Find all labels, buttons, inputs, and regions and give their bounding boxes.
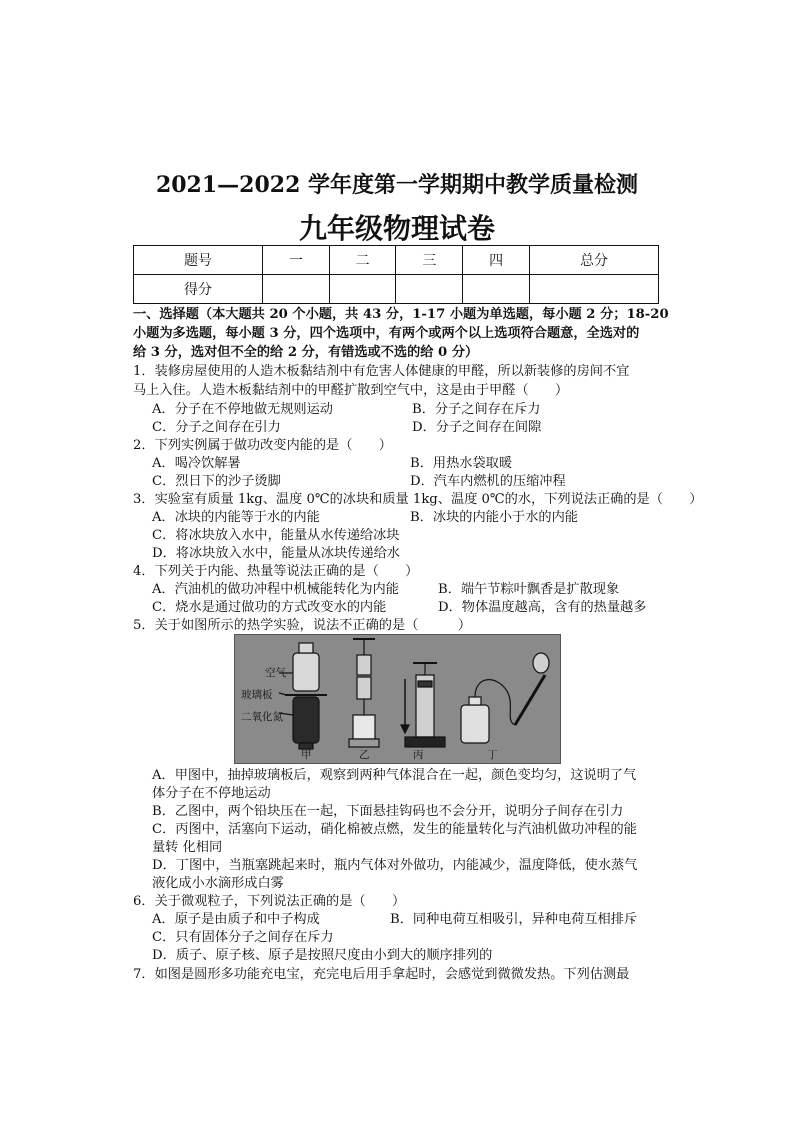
question-stem: 2．下列实例属于做功改变内能的是（ ）	[133, 438, 392, 453]
option-b: B．端午节粽叶飘香是扩散现象	[438, 582, 620, 597]
option-d: D．分子之间存在间隙	[412, 420, 542, 435]
question-stem: 4．下列关于内能、热量等说法正确的是（ ）	[133, 564, 419, 579]
option-c-cont: 量转 化相同	[152, 840, 223, 855]
score-table	[133, 245, 659, 304]
score-cell[interactable]	[263, 275, 330, 304]
option-a: A．汽油机的做功冲程中机械能转化为内能	[152, 582, 399, 597]
score-cell: 三	[396, 246, 463, 275]
score-cell: 题号	[134, 246, 263, 275]
score-cell[interactable]	[529, 275, 658, 304]
section-intro-line: 小题为多选题，每小题 3 分，四个选项中，有两个或两个以上选项符合题意，全选对的	[133, 326, 640, 341]
score-cell[interactable]	[329, 275, 396, 304]
option-b: B．冰块的内能小于水的内能	[410, 510, 578, 525]
caption-yi: 乙	[359, 749, 370, 761]
option-b: B．乙图中，两个铅块压在一起，下面悬挂钩码也不会分开，说明分子间存在引力	[152, 804, 624, 819]
piston-cylinder-bing	[401, 663, 445, 747]
caption-jia: 甲	[301, 749, 312, 761]
option-a: A．冰块的内能等于水的内能	[152, 510, 320, 525]
section-intro-line: 给 3 分，选对但不全的给 2 分，有错选或不选的给 0 分）	[133, 345, 479, 360]
score-cell: 二	[329, 246, 396, 275]
question-stem: 7．如图是圆形多功能充电宝，充完电后用手拿起时，会感觉到微微发热。下列估测最	[133, 967, 630, 982]
score-cell: 四	[463, 246, 530, 275]
score-cell[interactable]	[463, 275, 530, 304]
score-table-score-row	[134, 275, 659, 304]
option-b: B．用热水袋取暖	[410, 456, 513, 471]
option-d: D．质子、原子核、原子是按照尺度由小到大的顺序排列的	[152, 948, 493, 963]
question-stem: 马上入住。人造木板黏结剂中的甲醛扩散到空气中，这是由于甲醛（ ）	[133, 383, 569, 398]
option-c: C．丙图中，活塞向下运动，硝化棉被点燃，发生的能量转化与汽油机做功冲程的能	[152, 822, 637, 837]
option-b: B．分子之间存在斥力	[412, 402, 541, 417]
option-d-cont: 液化成小水滴形成白雾	[152, 876, 284, 891]
caption-bing: 丙	[413, 749, 424, 761]
option-a: A．分子在不停地做无规则运动	[152, 402, 333, 417]
option-a: A．甲图中，抽掉玻璃板后，观察到两种气体混合在一起，颜色变均匀，这说明了气	[152, 768, 637, 783]
label-no2: 二氧化氮	[241, 711, 283, 723]
option-c: C．只有固体分子之间存在斥力	[152, 930, 334, 945]
question-stem: 1．装修房屋使用的人造木板黏结剂中有危害人体健康的甲醛，所以新装修的房间不宜	[133, 364, 630, 379]
score-table-header-row	[134, 246, 659, 275]
label-glass-plate: 玻璃板	[241, 689, 273, 701]
option-d: D．汽车内燃机的压缩冲程	[410, 474, 566, 489]
bottle-pump-ding	[461, 653, 549, 743]
score-cell: 总分	[529, 246, 658, 275]
option-c: C．烧水是通过做功的方式改变水的内能	[152, 600, 387, 615]
score-cell: 一	[263, 246, 330, 275]
lead-blocks-yi	[349, 639, 379, 747]
question-stem: 3．实验室有质量 1kg、温度 0℃的冰块和质量 1kg、温度 0℃的水，下列说法正确的是（ ）	[133, 492, 703, 507]
caption-ding: 丁	[487, 749, 498, 761]
option-a-cont: 体分子在不停地运动	[152, 786, 271, 801]
exam-title: 2021—2022 学年度第一学期期中教学质量检测	[155, 172, 639, 198]
option-c: C．分子之间存在引力	[152, 420, 281, 435]
figure-drawing	[235, 635, 560, 763]
question-stem: 5．关于如图所示的热学实验，说法不正确的是（ ）	[133, 618, 472, 633]
option-d: D．将冰块放入水中，能量从冰块传递给水	[152, 546, 400, 561]
option-d: D．丁图中，当瓶塞跳起来时，瓶内气体对外做功，内能减少，温度降低，使水蒸气	[152, 858, 638, 873]
label-air: 空气	[265, 667, 286, 679]
exam-subtitle: 九年级物理试卷	[298, 212, 495, 245]
option-d: D．物体温度越高，含有的热量越多	[438, 600, 647, 615]
score-cell[interactable]	[396, 275, 463, 304]
option-c: C．将冰块放入水中，能量从水传递给冰块	[152, 528, 400, 543]
question-stem: 6．关于微观粒子，下列说法正确的是（ ）	[133, 894, 406, 909]
jar-setup-jia	[279, 643, 327, 749]
score-cell: 得分	[134, 275, 263, 304]
option-b: B．同种电荷互相吸引，异种电荷互相排斥	[390, 912, 638, 927]
thermal-experiments-figure	[234, 634, 561, 764]
option-c: C．烈日下的沙子烫脚	[152, 474, 281, 489]
section-intro-line: 一、选择题（本大题共 20 个小题，共 43 分，1-17 小题为单选题，每小题 2 分；18-20	[133, 307, 669, 322]
option-a: A．原子是由质子和中子构成	[152, 912, 320, 927]
option-a: A．喝冷饮解暑	[152, 456, 241, 471]
